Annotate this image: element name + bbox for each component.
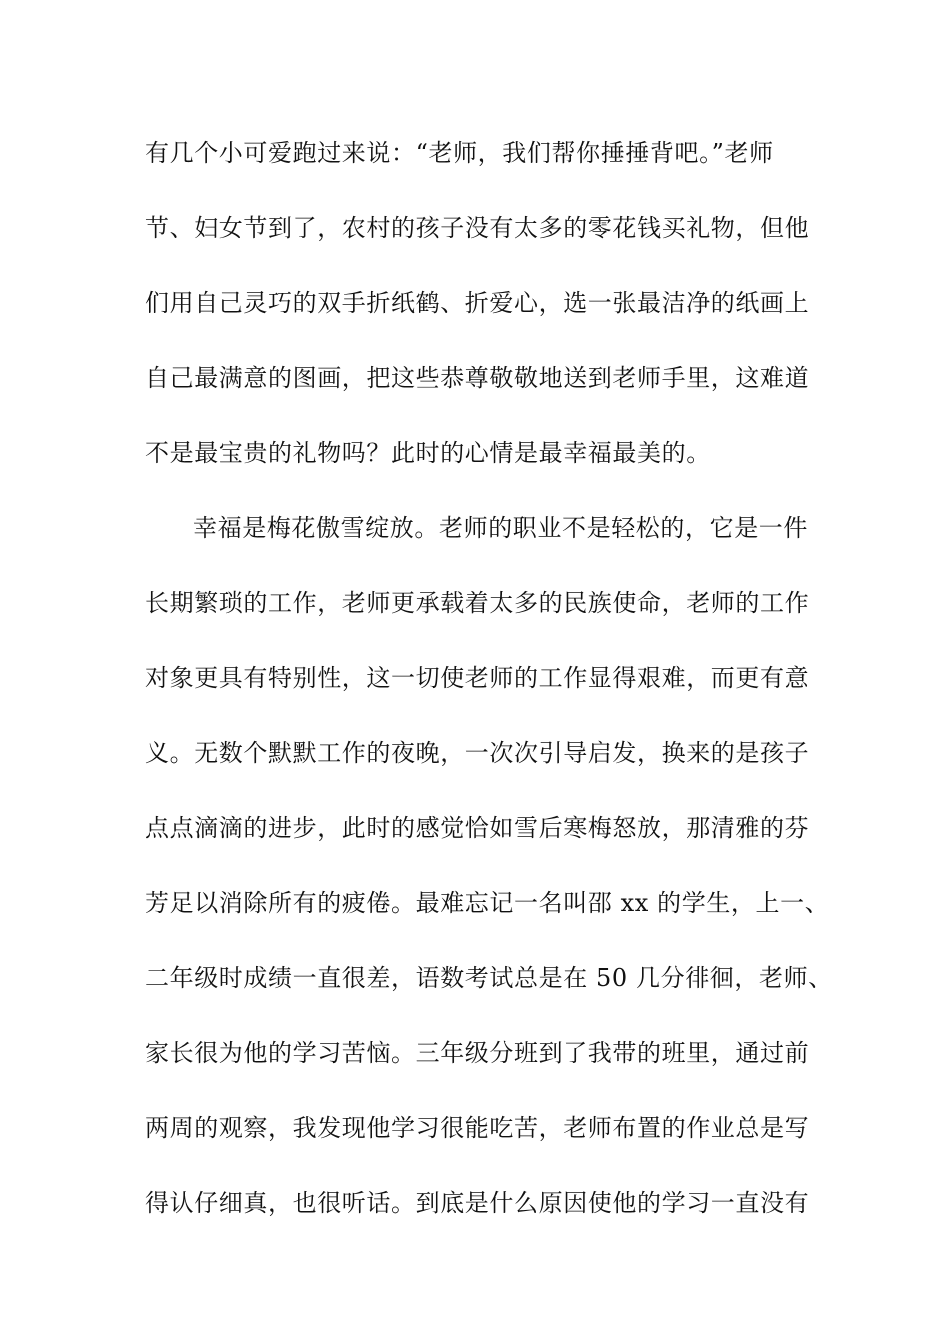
text-line: 们用自己灵巧的双手折纸鹤、折爱心，选一张最洁净的纸画上 bbox=[145, 289, 810, 317]
text-line: 长期繁琐的工作，老师更承载着太多的民族使命，老师的工作 bbox=[145, 589, 810, 617]
text-line: 点点滴滴的进步，此时的感觉恰如雪后寒梅怒放，那清雅的芬 bbox=[145, 814, 810, 842]
text-line: 两周的观察，我发现他学习很能吃苦，老师布置的作业总是写 bbox=[145, 1114, 810, 1142]
text-line: 节、妇女节到了，农村的孩子没有太多的零花钱买礼物，但他 bbox=[145, 214, 810, 242]
text-line: 义。无数个默默工作的夜晚，一次次引导启发，换来的是孩子 bbox=[145, 739, 810, 767]
text-line: 自己最满意的图画，把这些恭尊敬敬地送到老师手里，这难道 bbox=[145, 364, 810, 392]
paragraph-first-line: 幸福是梅花傲雪绽放。老师的职业不是轻松的，它是一件 bbox=[193, 514, 808, 542]
text-line: 芳足以消除所有的疲倦。最难忘记一名叫邵 xx 的学生，上一、 bbox=[145, 889, 830, 917]
text-line: 对象更具有特别性，这一切使老师的工作显得艰难，而更有意 bbox=[145, 664, 810, 692]
text-line: 有几个小可爱跑过来说：“老师，我们帮你捶捶背吧。”老师 bbox=[145, 139, 774, 167]
text-line: 二年级时成绩一直很差，语数考试总是在 50 几分徘徊，老师、 bbox=[145, 964, 833, 992]
text-line: 不是最宝贵的礼物吗？此时的心情是最幸福最美的。 bbox=[145, 439, 711, 467]
text-line: 得认仔细真，也很听话。到底是什么原因使他的学习一直没有 bbox=[145, 1189, 810, 1217]
text-line: 家长很为他的学习苦恼。三年级分班到了我带的班里，通过前 bbox=[145, 1039, 810, 1067]
